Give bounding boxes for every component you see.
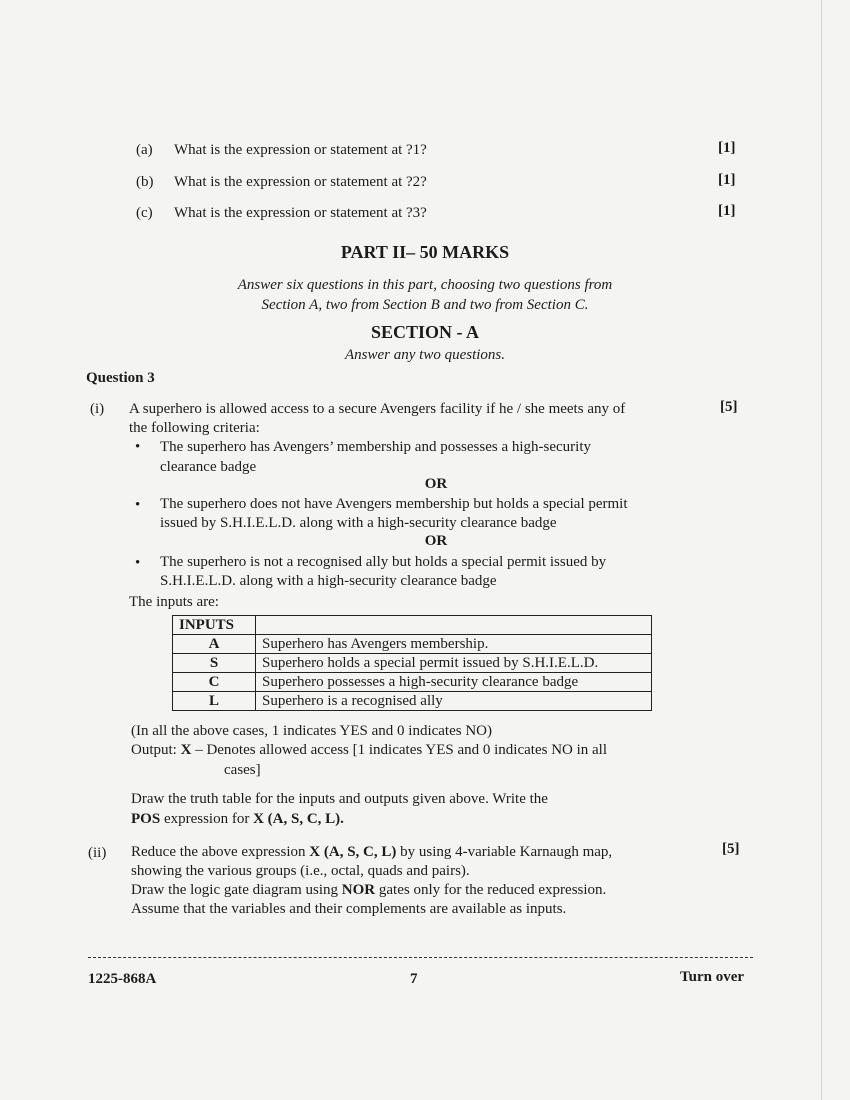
- input-var: S: [173, 654, 256, 673]
- criterion-2-line2: issued by S.H.I.E.L.D. along with a high-security clearance badge: [160, 515, 557, 531]
- output-desc: – Denotes allowed access [1 indicates YES and 0 indicates NO in all: [191, 742, 608, 758]
- question-3-title: Question 3: [86, 370, 155, 386]
- scan-edge: [821, 0, 822, 1100]
- task-expr: X (A, S, C, L).: [253, 811, 344, 827]
- bullet-icon: •: [135, 497, 141, 513]
- part-i-intro-line1: A superhero is allowed access to a secure Avengers facility if he / she meets any of: [129, 401, 626, 417]
- part-ii-line1: [131, 843, 697, 862]
- part-i-marks: [5]: [720, 399, 738, 415]
- q-c-marks: [1]: [718, 203, 736, 219]
- q-b-label: (b): [136, 174, 154, 190]
- table-header: INPUTS: [173, 616, 256, 635]
- note-text: (In all the above cases, 1 indicates YES and 0 indicates NO): [131, 723, 492, 739]
- part-ii-line1-b: by using 4-variable Karnaugh map,: [396, 844, 613, 860]
- output-line2: cases]: [224, 762, 261, 778]
- part-ii-expr: X (A, S, C, L): [309, 844, 397, 860]
- part-ii-line3-a: Draw the logic gate diagram using: [131, 882, 342, 898]
- footer-code: 1225-868A: [88, 971, 157, 987]
- table-header-row: [173, 616, 652, 635]
- part-ii-line1-a: Reduce the above expression: [131, 844, 310, 860]
- table-row: [173, 635, 652, 654]
- section-a-subtitle: Answer any two questions.: [345, 347, 505, 363]
- part-ii-line3-b: gates only for the reduced expression.: [375, 882, 607, 898]
- input-desc: Superhero possesses a high-security clearance badge: [256, 673, 652, 692]
- table-row: [173, 692, 652, 711]
- q-b-text: What is the expression or statement at ?2?: [174, 174, 427, 190]
- part2-title: PART II– 50 MARKS: [340, 242, 510, 262]
- table-row: [173, 654, 652, 673]
- inputs-intro: The inputs are:: [129, 594, 219, 610]
- footer-page-number: 7: [410, 971, 418, 987]
- section-a-title: SECTION - A: [370, 322, 480, 342]
- input-var: A: [173, 635, 256, 654]
- criterion-2-line1: The superhero does not have Avengers membership but holds a special permit: [160, 496, 628, 512]
- task-line1: Draw the truth table for the inputs and outputs given above. Write the: [131, 791, 548, 807]
- footer-turn-over: Turn over: [680, 969, 745, 985]
- part-ii-line3: [131, 881, 697, 900]
- criterion-3-line2: S.H.I.E.L.D. along with a high-security clearance badge: [160, 573, 497, 589]
- output-var: X: [180, 742, 192, 758]
- q-a-label: (a): [136, 142, 153, 158]
- part-ii-nor: NOR: [341, 882, 376, 898]
- inputs-table: [172, 615, 652, 711]
- q-c-text: What is the expression or statement at ?3?: [174, 205, 427, 221]
- footer-divider: [88, 957, 753, 958]
- input-desc: Superhero is a recognised ally: [256, 692, 652, 711]
- bullet-icon: •: [135, 439, 141, 455]
- part2-instruction-line2: Section A, two from Section B and two from Section C.: [261, 297, 589, 313]
- or-separator-1: OR: [424, 476, 448, 492]
- task-mid: expression for: [160, 811, 254, 827]
- output-line1: [131, 741, 697, 760]
- input-var: C: [173, 673, 256, 692]
- q-a-marks: [1]: [718, 140, 736, 156]
- task-pos: POS: [131, 811, 161, 827]
- q-c-label: (c): [136, 205, 153, 221]
- or-separator-2: OR: [424, 533, 448, 549]
- part-ii-label: (ii): [88, 845, 107, 861]
- part2-instruction-line1: Answer six questions in this part, choosing two questions from: [237, 277, 613, 293]
- q-a-text: What is the expression or statement at ?1?: [174, 142, 427, 158]
- bullet-icon: •: [135, 555, 141, 571]
- input-var: L: [173, 692, 256, 711]
- table-row: [173, 673, 652, 692]
- part-ii-marks: [5]: [722, 841, 740, 857]
- table-header-empty: [256, 616, 652, 635]
- part-ii-line2: showing the various groups (i.e., octal, quads and pairs).: [131, 863, 470, 879]
- part-i-intro-line2: the following criteria:: [129, 420, 260, 436]
- output-prefix: Output:: [131, 742, 181, 758]
- input-desc: Superhero holds a special permit issued by S.H.I.E.L.D.: [256, 654, 652, 673]
- criterion-3-line1: The superhero is not a recognised ally but holds a special permit issued by: [160, 554, 607, 570]
- task-line2: [131, 810, 344, 829]
- criterion-1-line2: clearance badge: [160, 459, 257, 475]
- input-desc: Superhero has Avengers membership.: [256, 635, 652, 654]
- part-ii-line4: Assume that the variables and their complements are available as inputs.: [131, 901, 567, 917]
- criterion-1-line1: The superhero has Avengers’ membership and possesses a high-security: [160, 439, 591, 455]
- part-i-label: (i): [90, 401, 105, 417]
- q-b-marks: [1]: [718, 172, 736, 188]
